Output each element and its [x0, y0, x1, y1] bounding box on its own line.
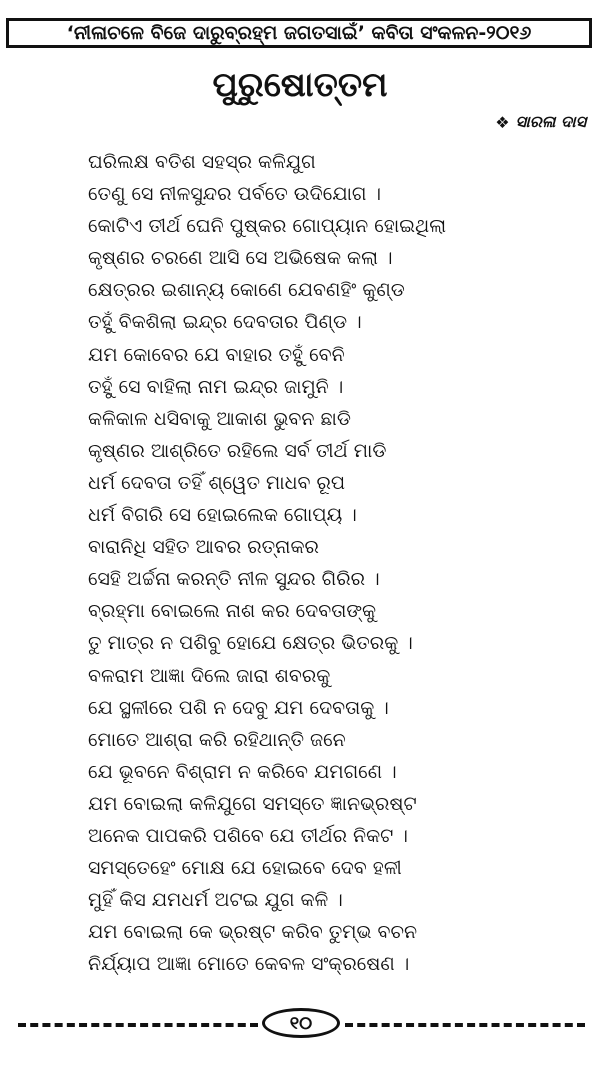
poem-line: କ୍ଷେତ୍ରର ଇଶାନ୍ୟ କୋଣେ ଯେବଣହିଂ କୁଣ୍ଡ	[88, 279, 405, 302]
poem-line: ଧର୍ମ ଦେବତା ତହିଁ ଶ୍ୱେତ ମାଧବ ରୂପ	[88, 471, 346, 494]
footer-dashed-rule-left	[18, 1023, 258, 1027]
poem-line: ତୁ ମାତ୍ର ନ ପଶିବୁ ହୋଯେ କ୍ଷେତ୍ର ଭିତରକୁ ।	[88, 632, 413, 655]
diamond-bullet-icon: ❖	[495, 112, 510, 132]
collection-title: ‘ନୀଳାଚଳେ ବିଜେ ଦାରୁବ୍ରହ୍ମ ଜଗତସାଇଁ’ କବିତା ସଂକଳନ-୨୦୧୬	[66, 22, 532, 44]
poem-line: ମୋତେ ଆଶ୍ରା କରି ରହିଥାନ୍ତି ଜନେ	[88, 728, 346, 751]
page-number: ୧୦	[289, 1012, 313, 1034]
poem-line: ଯମ କୋବେର ଯେ ବାହାର ତହୁଁ ବେନି	[88, 343, 345, 366]
poem-line: ବ୍ରହ୍ମା ବୋଇଲେ ନାଶ କର ଦେବତାଙ୍କୁ	[88, 600, 377, 623]
poem-line: ଯେ ସ୍ଥଳୀରେ ପଶି ନ ଦେବୁ ଯମ ଦେବତାକୁ ।	[88, 696, 389, 719]
poem-line: ମୁହିଁ କିସ ଯମଧର୍ମ ଅଟଇ ଯୁଗ କଳି ।	[88, 889, 343, 912]
poem-line: ବାରାନିଧି ସହିତ ଆବର ରତ୍ନାକର	[88, 536, 319, 559]
poem-line: କଳିକାଳ ଧସିବାକୁ ଆକାଶ ଭୁବନ ଛାଡି	[88, 407, 351, 430]
poem-line: ତହୁଁ ସେ ବାହିଲା ନାମ ଇନ୍ଦ୍ର ଜାମୁନି ।	[88, 375, 344, 398]
author-line	[495, 112, 586, 132]
footer-dashed-rule-right	[345, 1023, 585, 1027]
poem-line: ସମସ୍ତେହେଂ ମୋକ୍ଷ ଯେ ହୋଇବେ ଦେବ ହଳୀ	[88, 857, 402, 880]
poem-line: ଘରିଲକ୍ଷ ବତିଶ ସହସ୍ର କଳିଯୁଗ	[88, 151, 316, 173]
poem-line: କୃଷ୍ଣର ଚରଣେ ଆସି ସେ ଅଭିଷେକ କଲା ।	[88, 247, 393, 270]
poem-body	[88, 146, 588, 980]
collection-header	[6, 18, 592, 48]
poem-line: ଯମ ବୋଇଲା କଳିଯୁଗେ ସମସ୍ତେ ଜ୍ଞାନଭ୍ରଷ୍ଟ	[88, 792, 417, 815]
poem-line: ଧର୍ମ ବିଗରି ସେ ହୋଇଲେକ ଗୋପ୍ୟ ।	[88, 504, 357, 527]
poem-line: କୃଷ୍ଣର ଆଶ୍ରିତେ ରହିଲେ ସର୍ବ ତୀର୍ଥ ମାଡି	[88, 439, 387, 462]
poem-line: କୋଟିଏ ତୀର୍ଥ ଘେନି ପୁଷ୍କର ଗୋପ୍ୟାନ ହୋଇଥିଲା	[88, 215, 447, 238]
poem-line: ଅନେକ ପାପକରି ପଶିବେ ଯେ ତୀର୍ଥର ନିକଟ ।	[88, 824, 408, 847]
poem-line: ତହୁଁ ବିକଶିଲା ଇନ୍ଦ୍ର ଦେବତାର ପିଣ୍ଡ ।	[88, 311, 362, 334]
poem-line: ଯେ ଭୂବନେ ବିଶ୍ରାମ ନ କରିବେ ଯମଗଣେ ।	[88, 760, 397, 783]
poem-line: ତେଣୁ ସେ ନୀଳସୁନ୍ଦର ପର୍ବତେ ଉଦିଯୋଗ ।	[88, 183, 382, 206]
poem-line: ସେହି ଅର୍ଚ୍ଚନା କରନ୍ତି ନୀଳ ସୁନ୍ଦର ଗିରିର ।	[88, 568, 380, 591]
page-number-oval	[262, 1008, 340, 1038]
poem-line: ବଳରାମ ଆଜ୍ଞା ଦିଲେ ଜାରା ଶବରକୁ	[88, 664, 331, 687]
page-footer	[0, 1006, 600, 1042]
poem-line: ଯମ ବୋଇଲା କେ ଭ୍ରଷ୍ଟ କରିବ ତୁମ୍ଭ ବଚନ	[88, 921, 418, 944]
poem-title: ପୁରୁଷୋତ୍ତମ	[212, 65, 388, 105]
poem-line: ନିର୍ଯ୍ୟାପ ଆଜ୍ଞା ମୋତେ କେବଳ ସଂକ୍ରଷେଣ ।	[88, 953, 410, 976]
author-name: ସାରଳା ଦାସ	[515, 112, 586, 131]
